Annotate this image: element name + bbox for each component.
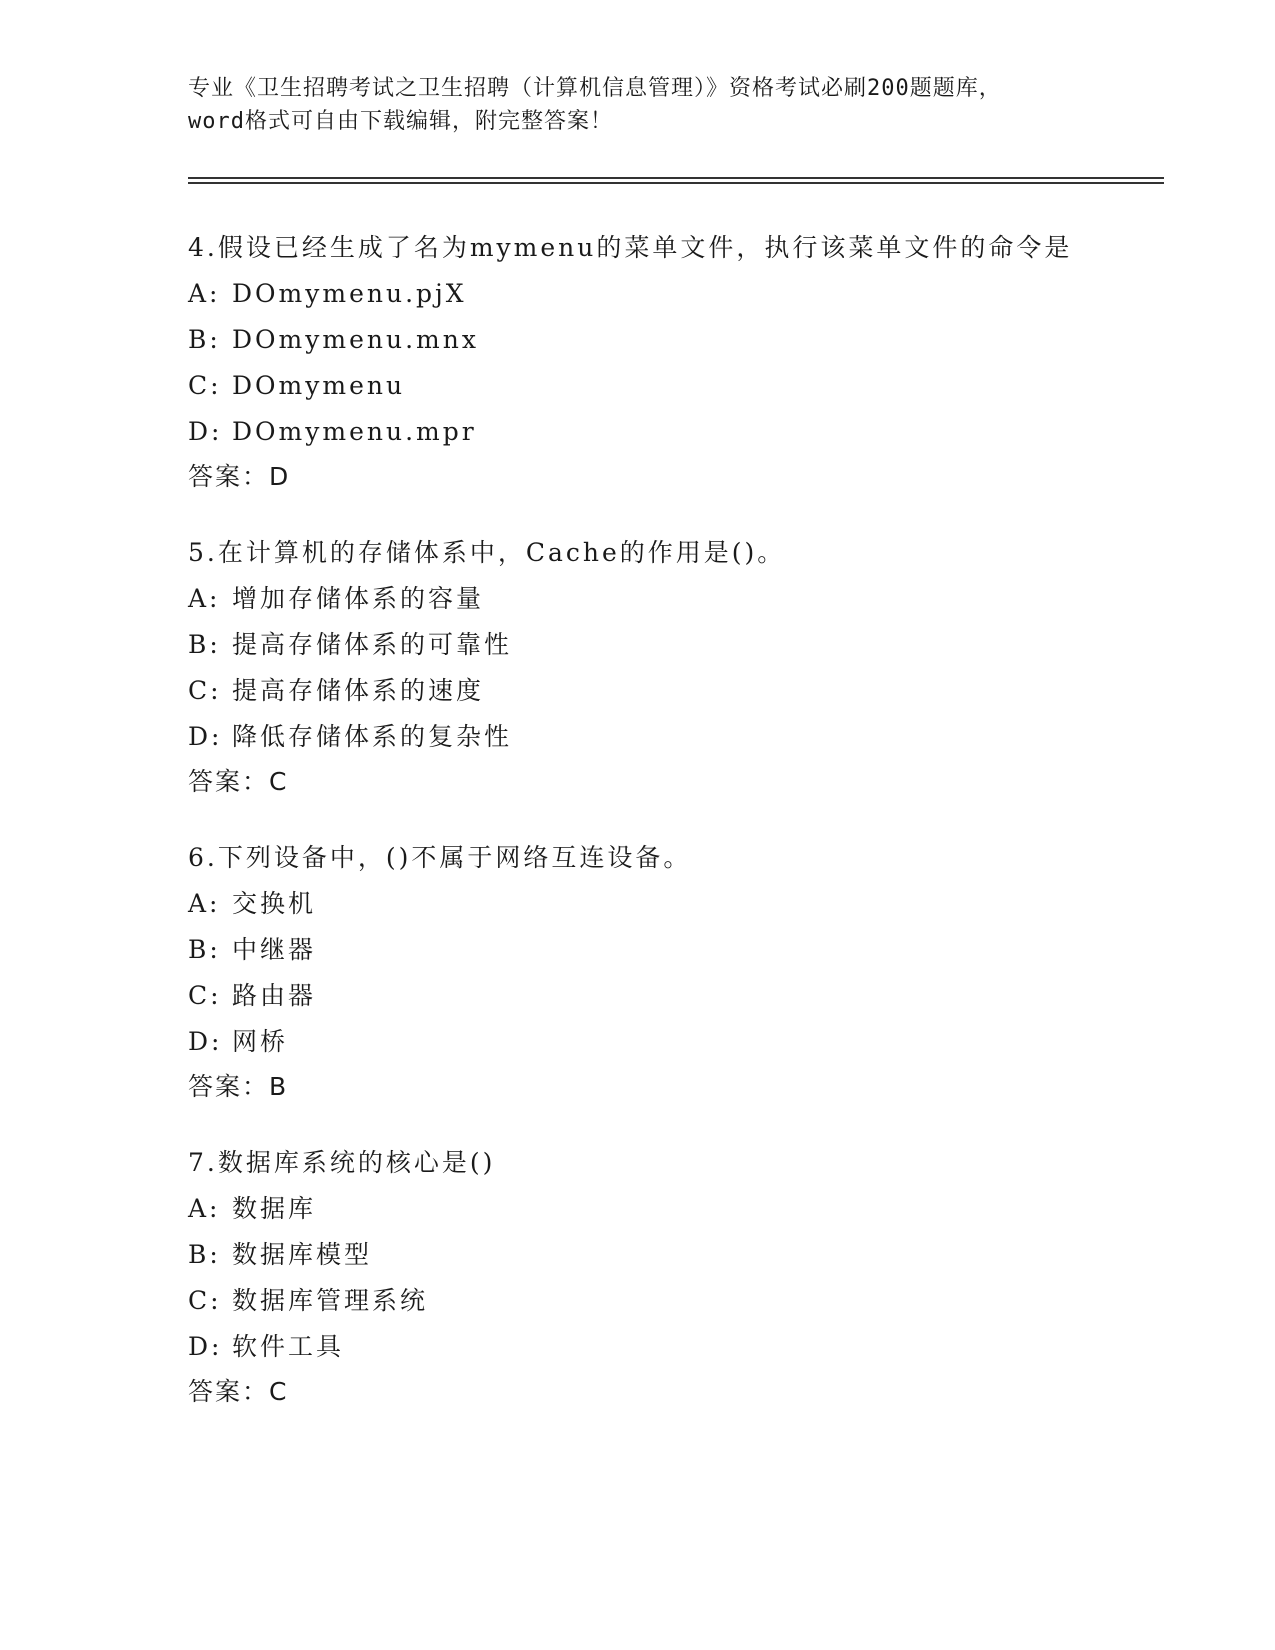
- question-6: [188, 835, 1168, 1109]
- option-letter: A:: [188, 279, 221, 308]
- answer-line: 答案：C: [188, 767, 289, 796]
- document-header: [188, 72, 1168, 138]
- option-letter: A:: [188, 584, 221, 613]
- option-text: 中继器: [232, 935, 317, 964]
- option-letter: B:: [188, 630, 221, 659]
- option-c: [188, 973, 1168, 1019]
- option-letter: C:: [188, 981, 222, 1010]
- option-letter: B:: [188, 935, 221, 964]
- header-divider-top: [188, 177, 1164, 179]
- option-b: [188, 927, 1168, 973]
- header-divider-bottom: [188, 182, 1164, 184]
- option-text: DOmymenu: [232, 371, 406, 400]
- option-text: DOmymenu.mnx: [232, 325, 479, 354]
- option-a: [188, 271, 1168, 317]
- option-text: DOmymenu.pjX: [232, 279, 467, 308]
- option-letter: D:: [188, 1332, 223, 1361]
- option-letter: C:: [188, 676, 222, 705]
- option-text: 提高存储体系的速度: [232, 676, 485, 705]
- option-text: 提高存储体系的可靠性: [232, 630, 513, 659]
- option-text: 增加存储体系的容量: [232, 584, 485, 613]
- option-text: 软件工具: [232, 1332, 345, 1361]
- question-4: [188, 225, 1168, 499]
- option-letter: D:: [188, 1027, 223, 1056]
- answer-line: 答案：C: [188, 1377, 289, 1406]
- option-letter: A:: [188, 1194, 221, 1223]
- option-c: [188, 668, 1168, 714]
- option-text: 数据库模型: [232, 1240, 373, 1269]
- option-d: [188, 714, 1168, 760]
- option-text: 网桥: [232, 1027, 289, 1056]
- option-d: [188, 1019, 1168, 1065]
- option-text: 交换机: [232, 889, 317, 918]
- header-line-1: 专业《卫生招聘考试之卫生招聘（计算机信息管理）》资格考试必刷200题题库，: [188, 76, 1002, 101]
- option-d: [188, 1324, 1168, 1370]
- option-letter: B:: [188, 325, 221, 354]
- header-line-2: word格式可自由下载编辑，附完整答案！: [188, 109, 613, 134]
- option-letter: A:: [188, 889, 221, 918]
- option-c: [188, 1278, 1168, 1324]
- option-b: [188, 622, 1168, 668]
- question-title: 7.数据库系统的核心是(): [188, 1148, 496, 1177]
- question-7: [188, 1140, 1168, 1414]
- option-a: [188, 881, 1168, 927]
- option-letter: D:: [188, 722, 223, 751]
- option-d: [188, 409, 1168, 455]
- option-text: DOmymenu.mpr: [232, 417, 477, 446]
- option-b: [188, 1232, 1168, 1278]
- option-letter: D:: [188, 417, 223, 446]
- question-title: 5.在计算机的存储体系中，Cache的作用是()。: [188, 538, 786, 567]
- question-title: 4.假设已经生成了名为mymenu的菜单文件，执行该菜单文件的命令是: [188, 233, 1073, 262]
- question-5: [188, 530, 1168, 804]
- option-text: 路由器: [232, 981, 317, 1010]
- option-text: 数据库: [232, 1194, 317, 1223]
- option-a: [188, 576, 1168, 622]
- option-b: [188, 317, 1168, 363]
- option-text: 降低存储体系的复杂性: [232, 722, 513, 751]
- option-letter: B:: [188, 1240, 221, 1269]
- question-title: 6.下列设备中，()不属于网络互连设备。: [188, 843, 692, 872]
- answer-line: 答案：D: [188, 462, 291, 491]
- option-a: [188, 1186, 1168, 1232]
- answer-line: 答案：B: [188, 1072, 289, 1101]
- option-letter: C:: [188, 1286, 222, 1315]
- option-letter: C:: [188, 371, 222, 400]
- option-c: [188, 363, 1168, 409]
- option-text: 数据库管理系统: [232, 1286, 429, 1315]
